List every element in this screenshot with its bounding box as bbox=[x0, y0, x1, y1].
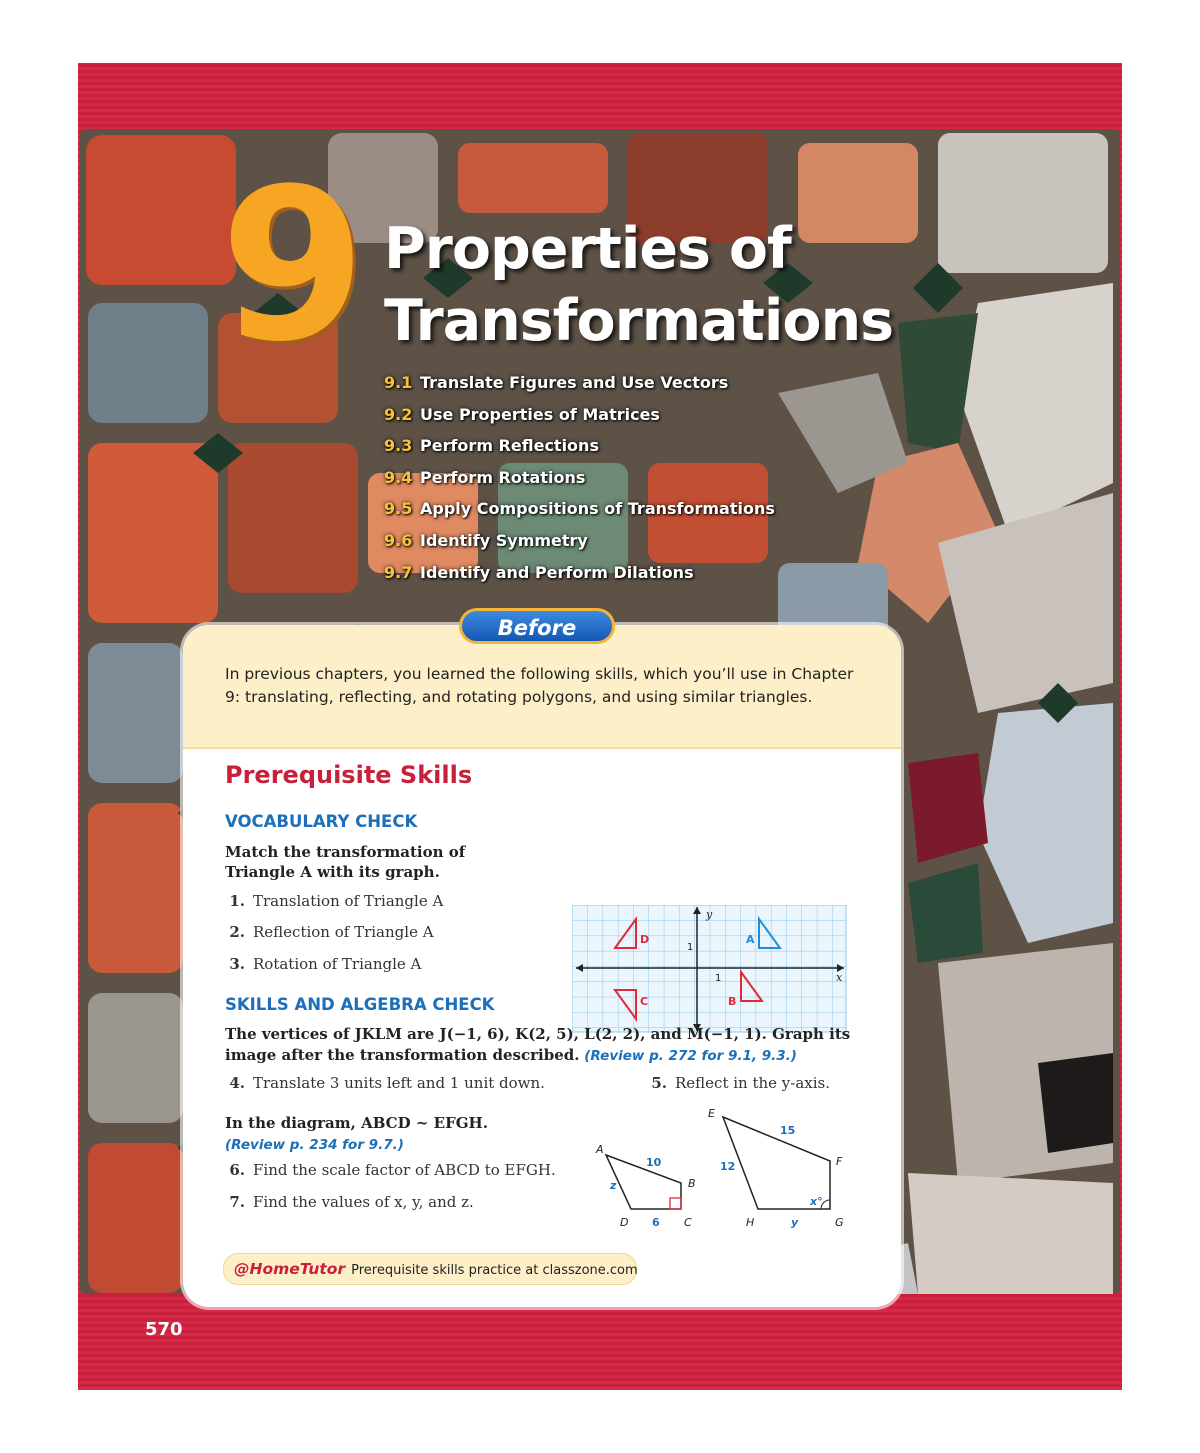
diagram-statement: In the diagram, ABCD ~ EFGH. bbox=[225, 1114, 488, 1132]
triangle-a-label: A bbox=[746, 933, 755, 946]
exercise-text: Translation of Triangle A bbox=[253, 892, 444, 910]
lesson-title: Use Properties of Matrices bbox=[420, 404, 660, 424]
skills-instruction-line1: The vertices of JKLM are J(−1, 6), K(2, 5), L(2, 2), and M(−1, 1). Graph its bbox=[225, 1025, 851, 1043]
exercise-7 bbox=[225, 1193, 474, 1211]
chapter-number: 9 bbox=[220, 143, 361, 388]
vertex-d-label: D bbox=[620, 1216, 629, 1229]
exercise-text: Find the scale factor of ABCD to EFGH. bbox=[253, 1161, 556, 1179]
skills-instruction-text: image after the transformation described. bbox=[225, 1046, 580, 1064]
before-text: In previous chapters, you learned the following skills, which you’ll use in Chapter 9: translating, reflecting, and rotating polygons, and using similar triangles. bbox=[225, 665, 854, 706]
similar-quadrilaterals-figure bbox=[588, 1103, 858, 1233]
diagram-review-line bbox=[225, 1135, 404, 1153]
vertex-h-label: H bbox=[746, 1216, 755, 1229]
triangle-c-label: C bbox=[640, 995, 649, 1008]
side-dc-label: 6 bbox=[652, 1216, 660, 1229]
transformation-graph bbox=[572, 905, 847, 1033]
page bbox=[78, 63, 1122, 1390]
lesson-number: 9.3 bbox=[384, 436, 413, 456]
before-badge: Before bbox=[459, 608, 615, 644]
vertex-c-label: C bbox=[684, 1216, 692, 1229]
exercise-5 bbox=[647, 1074, 830, 1092]
vocabulary-heading: VOCABULARY CHECK bbox=[225, 812, 418, 831]
lesson-number: 9.5 bbox=[384, 499, 413, 519]
exercise-number: 6. bbox=[229, 1161, 245, 1179]
vertex-b-label: B bbox=[688, 1177, 696, 1190]
lesson-title: Apply Compositions of Transformations bbox=[420, 499, 775, 519]
lesson-item[interactable] bbox=[384, 531, 775, 563]
lesson-number: 9.7 bbox=[384, 562, 413, 582]
prerequisite-card bbox=[183, 625, 901, 1307]
angle-g-label: x° bbox=[810, 1195, 823, 1208]
exercise-text: Translate 3 units left and 1 unit down. bbox=[253, 1074, 545, 1092]
lesson-title: Identify and Perform Dilations bbox=[420, 562, 694, 582]
vocab-instruction-line1: Match the transformation of bbox=[225, 843, 466, 861]
exercise-text: Reflect in the y-axis. bbox=[675, 1074, 831, 1092]
chapter-title-line1: Properties of bbox=[384, 216, 791, 282]
exercise-2 bbox=[225, 923, 434, 941]
exercise-number: 7. bbox=[229, 1193, 245, 1211]
lesson-item[interactable] bbox=[384, 405, 775, 437]
side-ab-label: 10 bbox=[646, 1156, 662, 1169]
lesson-item[interactable] bbox=[384, 499, 775, 531]
exercise-number: 2. bbox=[229, 923, 245, 941]
lesson-title: Identify Symmetry bbox=[420, 530, 588, 550]
right-angle-mark bbox=[670, 1198, 681, 1209]
lesson-title: Perform Reflections bbox=[420, 436, 599, 456]
page-number: 570 bbox=[145, 1319, 183, 1340]
chapter-title-line2: Transformations bbox=[384, 288, 894, 354]
vocab-instruction-line2: Triangle A with its graph. bbox=[225, 863, 440, 881]
chapter-title bbox=[384, 213, 893, 357]
side-ad-label: z bbox=[610, 1179, 617, 1192]
x-axis-label: x bbox=[836, 971, 843, 984]
home-tutor-logo: @HomeTutor bbox=[234, 1260, 346, 1278]
exercise-number: 1. bbox=[229, 892, 245, 910]
triangle-d-label: D bbox=[640, 933, 650, 946]
lesson-number: 9.2 bbox=[384, 404, 413, 424]
review-reference[interactable]: (Review p. 272 for 9.1, 9.3.) bbox=[584, 1048, 797, 1064]
side-eh-label: 12 bbox=[720, 1160, 736, 1173]
lesson-item[interactable] bbox=[384, 436, 775, 468]
side-ef-label: 15 bbox=[780, 1124, 796, 1137]
vertex-e-label: E bbox=[708, 1107, 715, 1120]
exercise-text: Find the values of x, y, and z. bbox=[253, 1193, 474, 1211]
vertex-g-label: G bbox=[835, 1216, 844, 1229]
vertex-f-label: F bbox=[836, 1155, 843, 1168]
prerequisite-heading: Prerequisite Skills bbox=[225, 761, 473, 789]
lesson-item[interactable] bbox=[384, 468, 775, 500]
y-tick-label: 1 bbox=[687, 942, 694, 953]
lesson-title: Perform Rotations bbox=[420, 467, 586, 487]
x-tick-label: 1 bbox=[715, 973, 722, 984]
exercise-number: 5. bbox=[651, 1074, 667, 1092]
lesson-number: 9.1 bbox=[384, 373, 413, 392]
exercise-6 bbox=[225, 1161, 556, 1179]
lesson-number: 9.4 bbox=[384, 467, 413, 487]
exercise-text: Reflection of Triangle A bbox=[253, 923, 434, 941]
exercise-1 bbox=[225, 892, 443, 910]
exercise-4 bbox=[225, 1074, 545, 1092]
lesson-item[interactable] bbox=[384, 563, 775, 595]
exercise-number: 3. bbox=[229, 955, 245, 973]
lesson-item[interactable] bbox=[384, 373, 775, 405]
review-reference[interactable]: (Review p. 234 for 9.7.) bbox=[225, 1137, 404, 1153]
y-axis-label: y bbox=[706, 908, 713, 921]
lesson-list bbox=[384, 373, 775, 594]
side-hg-label: y bbox=[791, 1216, 799, 1229]
vertex-a-label: A bbox=[596, 1143, 604, 1156]
skills-heading: SKILLS AND ALGEBRA CHECK bbox=[225, 995, 495, 1014]
exercise-text: Rotation of Triangle A bbox=[253, 955, 422, 973]
lesson-number: 9.6 bbox=[384, 530, 413, 550]
triangle-b-label: B bbox=[728, 995, 737, 1008]
exercise-number: 4. bbox=[229, 1074, 245, 1092]
home-tutor-link[interactable] bbox=[223, 1253, 637, 1285]
home-tutor-text: Prerequisite skills practice at classzone.com bbox=[351, 1263, 638, 1278]
skills-instruction-line2 bbox=[225, 1046, 797, 1064]
lesson-title: Translate Figures and Use Vectors bbox=[420, 373, 729, 392]
exercise-3 bbox=[225, 955, 421, 973]
